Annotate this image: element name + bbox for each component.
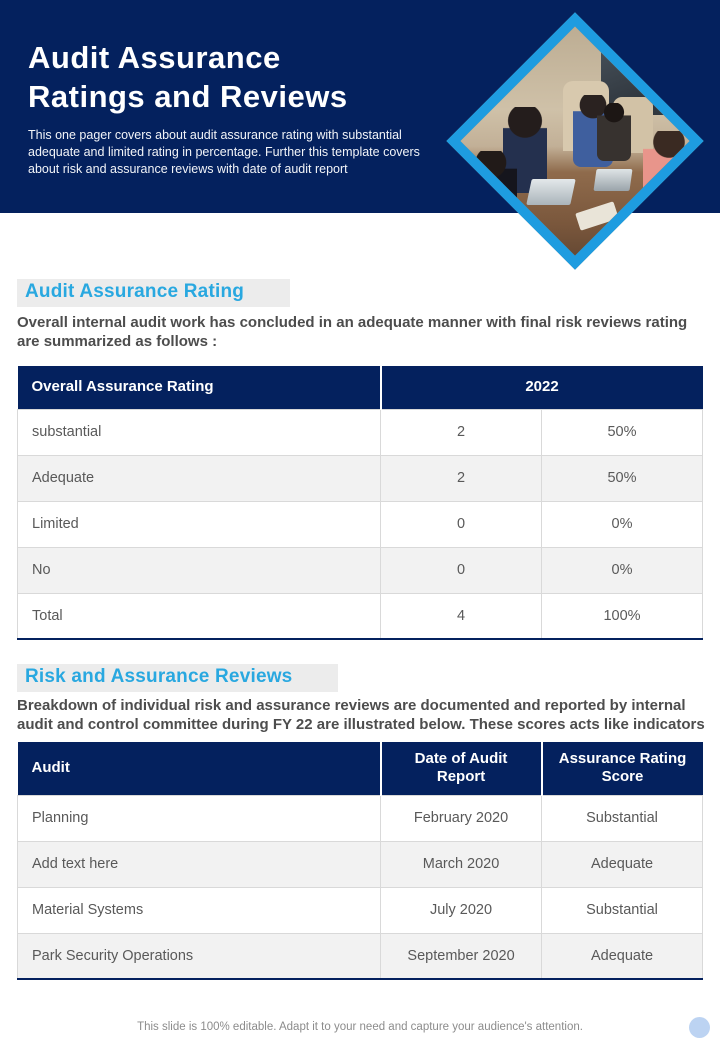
table-cell: 0% (542, 547, 703, 593)
table-row (18, 887, 703, 933)
table-row (18, 455, 703, 501)
table-cell: 0 (381, 501, 542, 547)
table-header-cell: 2022 (381, 366, 703, 409)
photo-notebook-shape (575, 201, 619, 230)
page-title (28, 38, 458, 117)
table-header-cell: Overall Assurance Rating (18, 366, 381, 409)
photo-laptop-shape (593, 169, 632, 191)
table-cell: July 2020 (381, 887, 542, 933)
table-cell: 2 (381, 455, 542, 501)
photo-person-shape (597, 103, 631, 161)
table-cell: Total (18, 593, 381, 639)
table-row (18, 933, 703, 979)
risk-reviews-table (17, 742, 703, 980)
table-header-row (18, 366, 703, 409)
table-cell: Limited (18, 501, 381, 547)
table-row (18, 841, 703, 887)
table-cell: 50% (542, 409, 703, 455)
table-cell: Material Systems (18, 887, 381, 933)
table-row (18, 547, 703, 593)
page-subtitle: This one pager covers about audit assurance rating with substantial adequate and limited rating in percentage. Further this template covers about risk and assurance reviews with date of audit report (28, 128, 420, 176)
footer-dot-decoration (689, 1017, 710, 1038)
table-header-row (18, 742, 703, 795)
table-row (18, 409, 703, 455)
table-cell: 0% (542, 501, 703, 547)
table-cell: Substantial (542, 795, 703, 841)
table-cell: September 2020 (381, 933, 542, 979)
section-heading-risk-and-assurance-reviews: Risk and Assurance Reviews (17, 664, 338, 692)
table-cell: February 2020 (381, 795, 542, 841)
table-cell: March 2020 (381, 841, 542, 887)
table-cell: 4 (381, 593, 542, 639)
table-cell: substantial (18, 409, 381, 455)
section-description: Overall internal audit work has concluded in an adequate manner with final risk reviews rating are summarized as follows : (17, 314, 688, 351)
table-cell: 2 (381, 409, 542, 455)
table-cell: No (18, 547, 381, 593)
table-row (18, 593, 703, 639)
table-header-cell: Assurance Rating Score (542, 742, 703, 795)
page-title-line2: Ratings and Reviews (28, 79, 348, 115)
section-heading-audit-assurance-rating: Audit Assurance Rating (17, 279, 290, 307)
table-cell: 50% (542, 455, 703, 501)
footer-note: This slide is 100% editable. Adapt it to your need and capture your audience's attention. (137, 1021, 583, 1033)
table-cell: 100% (542, 593, 703, 639)
table-cell: 0 (381, 547, 542, 593)
table-cell: Planning (18, 795, 381, 841)
table-cell: Substantial (542, 887, 703, 933)
table-row (18, 501, 703, 547)
photo-laptop-shape (526, 179, 576, 205)
table-cell: Park Security Operations (18, 933, 381, 979)
table-cell: Adequate (18, 455, 381, 501)
assurance-rating-table (17, 366, 703, 640)
table-cell: Add text here (18, 841, 381, 887)
page-title-line1: Audit Assurance (28, 40, 281, 75)
table-cell: Adequate (542, 841, 703, 887)
table-header-cell: Audit (18, 742, 381, 795)
table-row (18, 795, 703, 841)
table-cell: Adequate (542, 933, 703, 979)
table-header-cell: Date of Audit Report (381, 742, 542, 795)
section-description: Breakdown of individual risk and assurance reviews are documented and reported by internal audit and control committee during FY 22 are illustrated below. These scores acts like indicators (17, 697, 705, 734)
